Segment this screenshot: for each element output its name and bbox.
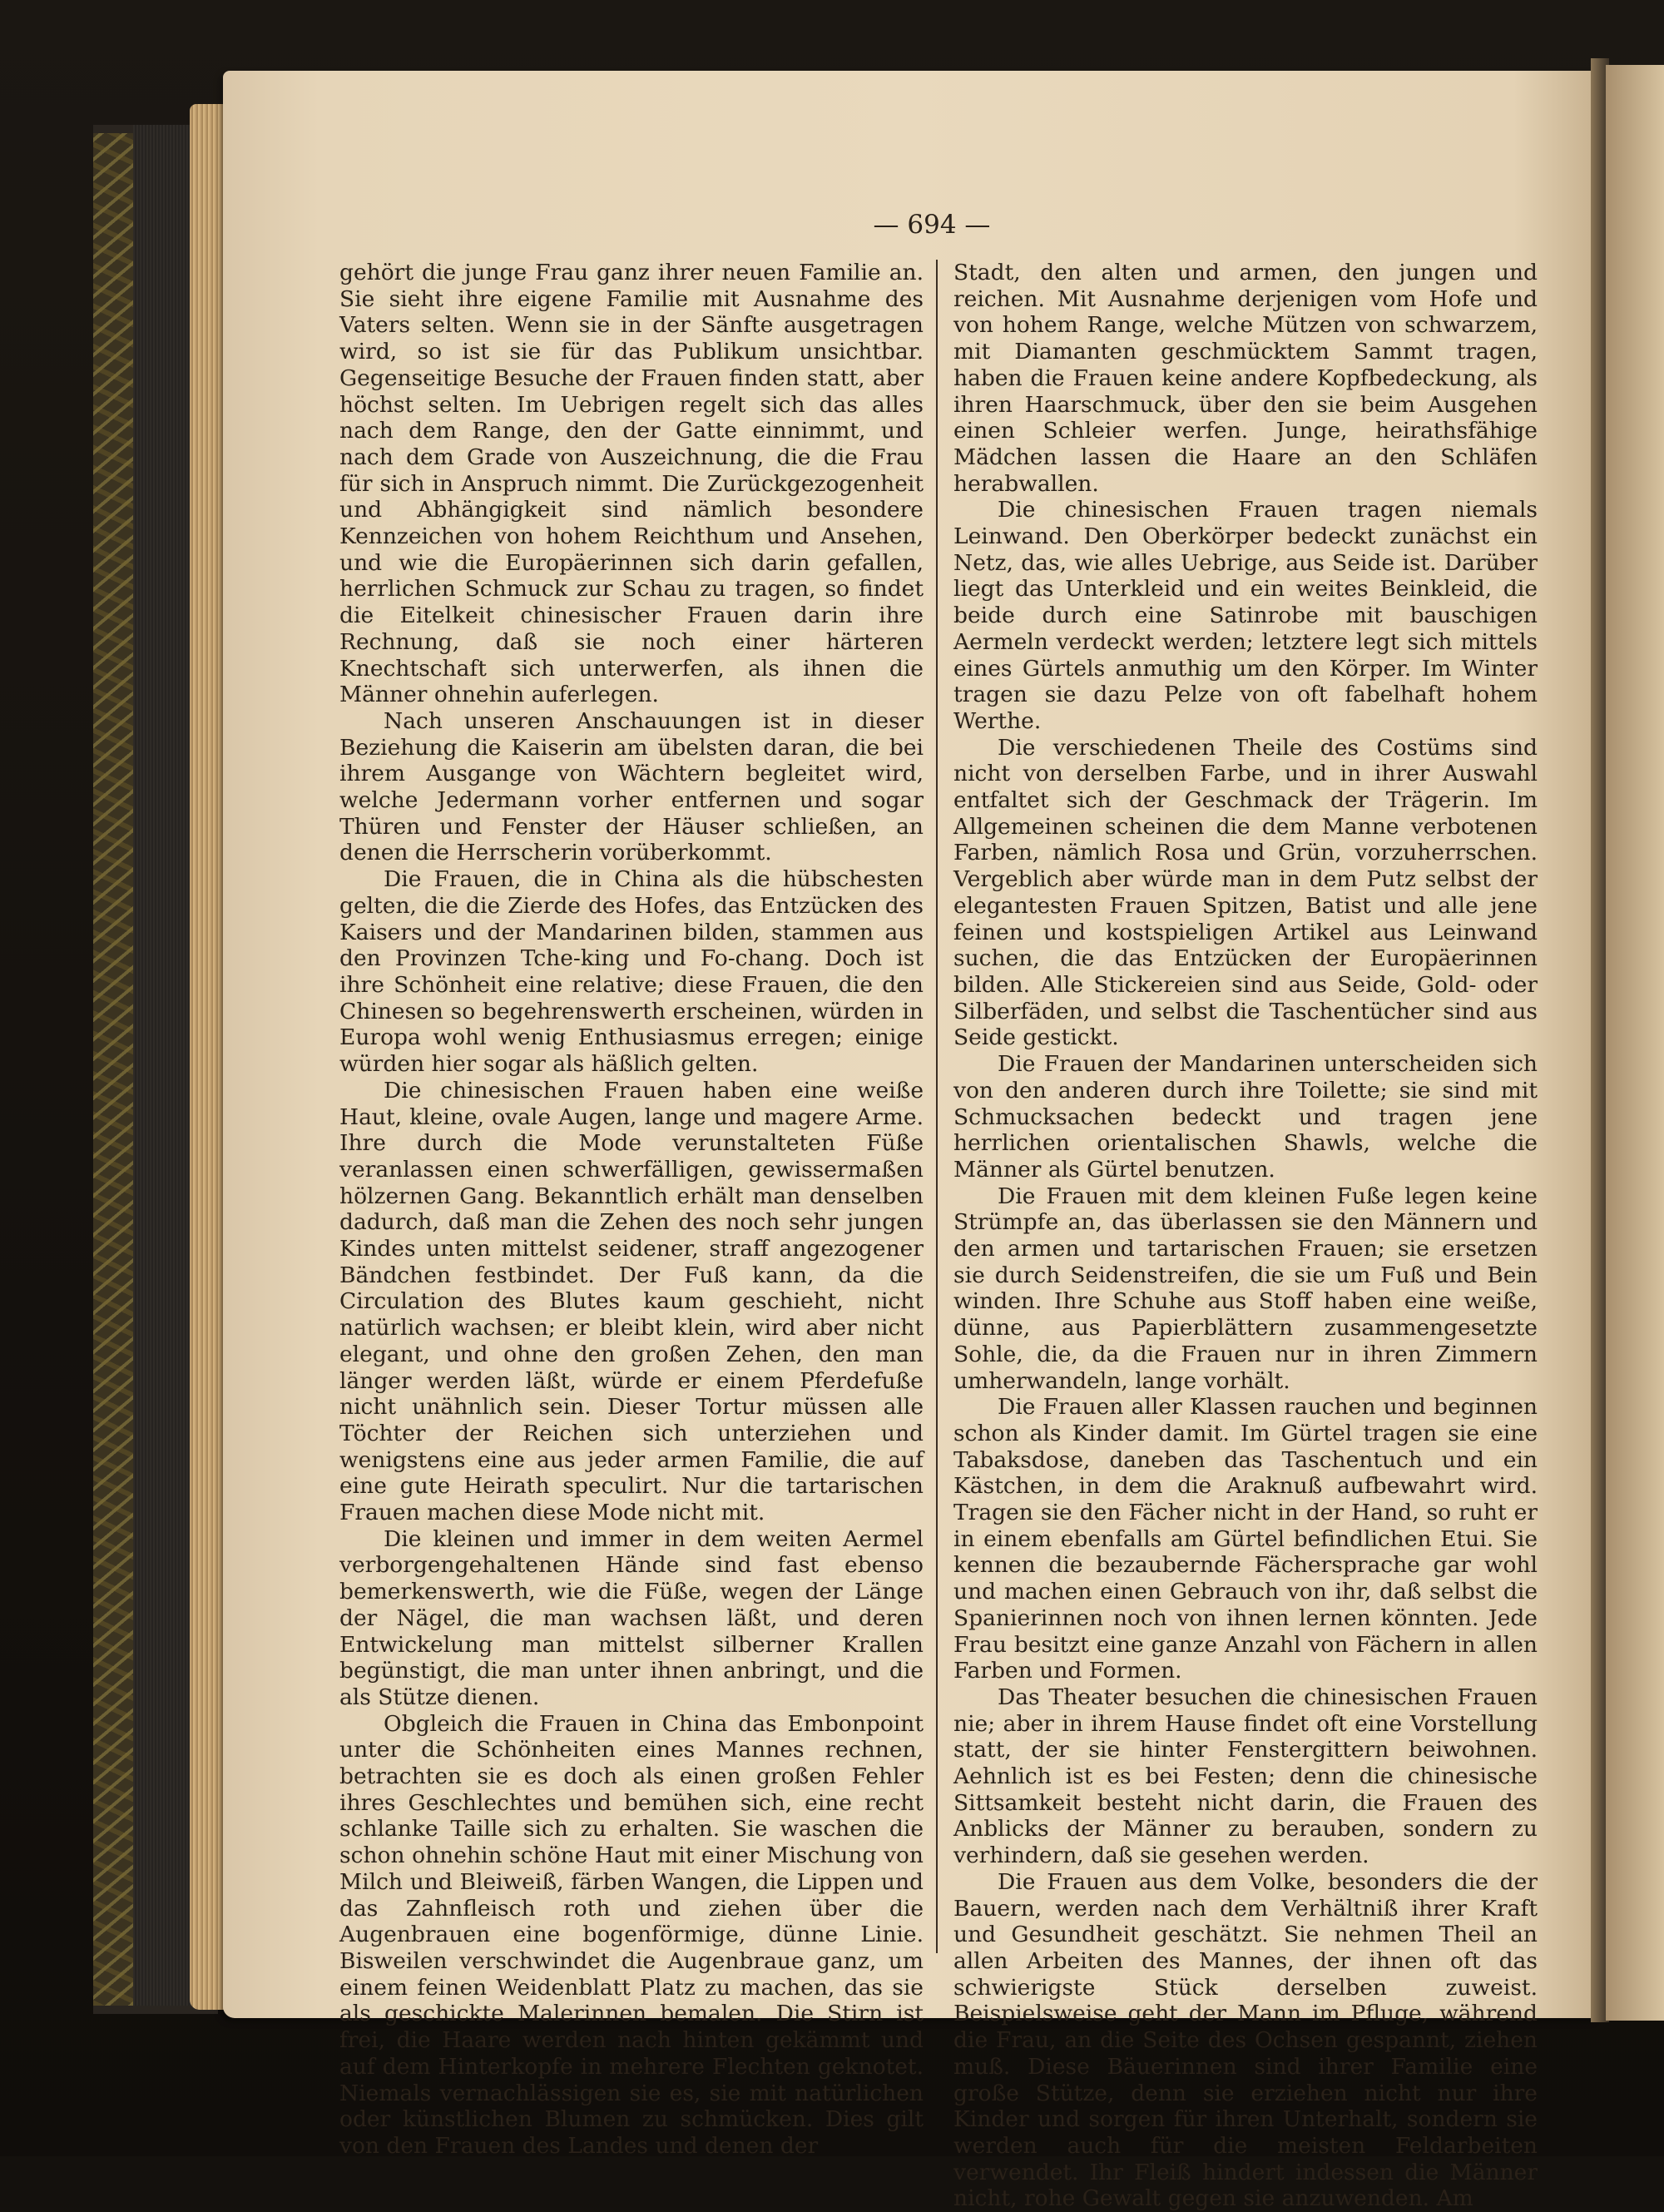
paragraph: Die verschiedenen Theile des Costüms sind nicht von derselben Farbe, und in ihrer Auswahl entfaltet sich der Geschmack der Trägerin. Im Allgemeinen scheinen die dem Manne verbotenen Farben, nämlich Rosa und Grün, vorzuherrschen. Vergeblich aber würde man in dem Putz selbst der elegantesten Frauen Spitzen, Batist und alle jene feinen und kostspieligen Artikel aus Leinwand suchen, die das Entzücken der Europäerinnen bilden. Alle Stickereien sind aus Seide, Gold- oder Silberfäden, und selbst die Taschentücher sind aus Seide gestickt. [953, 734, 1538, 1051]
right-text-column [953, 260, 1538, 2212]
paragraph: Die chinesischen Frauen haben eine weiße Haut, kleine, ovale Augen, lange und magere Arme. Ihre durch die Mode verunstalteten Füße veranlassen einen schwerfälligen, gewissermaßen hölzernen Gang. Bekanntlich erhält man denselben dadurch, daß man die Zehen des noch sehr jungen Kindes unten mittelst seidener, straff angezogener Bändchen festbindet. Der Fuß kann, da die Circulation des Blutes kaum geschieht, nicht natürlich wachsen; er bleibt klein, wird aber nicht elegant, und ohne den großen Zehen, den man länger werden läßt, würde er einem Pferdefuße nicht unähnlich sein. Dieser Tortur müssen alle Töchter der Reichen sich unterziehen und wenigstens eine aus jeder armen Familie, die auf eine gute Heirath speculirt. Nur die tartarischen Frauen machen diese Mode nicht mit. [339, 1077, 924, 1526]
paragraph: Die Frauen mit dem kleinen Fuße legen keine Strümpfe an, das überlassen sie den Männern und den armen und tartarischen Frauen; sie ersetzen sie durch Seidenstreifen, die sie um Fuß und Bein winden. Ihre Schuhe aus Stoff haben eine weiße, dünne, aus Papierblättern zusammengesetzte Sohle, die, da die Frauen nur in ihren Zimmern umherwandeln, lange vorhält. [953, 1183, 1538, 1394]
paragraph: Die Frauen aus dem Volke, besonders die der Bauern, werden nach dem Verhältniß ihrer Kraft und Gesundheit geschätzt. Sie nehmen Theil an allen Arbeiten des Mannes, der ihnen oft das schwierigste Stück derselben zuweist. Beispielsweise geht der Mann im Pfluge, während die Frau, an die Seite des Ochsen gespannt, ziehen muß. Diese Bäuerinnen sind ihrer Familie eine große Stütze, denn sie erziehen nicht nur ihre Kinder und sorgen für ihren Unterhalt, sondern sie werden auch für die meisten Feldarbeiten verwendet. Ihr Fleiß hindert indessen die Männer nicht, rohe Gewalt gegen sie anzuwenden. Am [953, 1868, 1538, 2212]
paragraph: Die chinesischen Frauen tragen niemals Leinwand. Den Oberkörper bedeckt zunächst ein Netz, das, wie alles Uebrige, aus Seide ist. Darüber liegt das Unterkleid und ein weites Beinkleid, die beide durch eine Satinrobe mit bauschigen Aermeln verdeckt werden; letztere legt sich mittels eines Gürtels anmuthig um den Körper. Im Winter tragen sie dazu Pelze von oft fabelhaft hohem Werthe. [953, 497, 1538, 734]
paragraph: Die Frauen der Mandarinen unterscheiden sich von den anderen durch ihre Toilette; sie sind mit Schmucksachen bedeckt und tragen jene herrlichen orientalischen Shawls, welche die Männer als Gürtel benutzen. [953, 1051, 1538, 1183]
column-divider [936, 260, 938, 1953]
facing-page-edge [1606, 65, 1664, 2021]
left-text-column [339, 260, 924, 2159]
cloth-spine [133, 125, 191, 2006]
paragraph: gehört die junge Frau ganz ihrer neuen Familie an. Sie sieht ihre eigene Familie mit Ausnahme des Vaters selten. Wenn sie in der Sänfte ausgetragen wird, so ist sie für das Publikum unsichtbar. Gegenseitige Besuche der Frauen finden statt, aber höchst selten. Im Uebrigen regelt sich das alles nach dem Range, den der Gatte einnimmt, und nach dem Grade von Auszeichnung, die die Frau für sich in Anspruch nimmt. Die Zurückgezogenheit und Abhängigkeit sind nämlich besondere Kennzeichen von hohem Reichthum und Ansehen, und wie die Europäerinnen sich darin gefallen, herrlichen Schmuck zur Schau zu tragen, so findet die Eitelkeit chinesischer Frauen darin ihre Rechnung, daß sie noch einer härteren Knechtschaft sich unterwerfen, als ihnen die Männer ohnehin auferlegen. [339, 260, 924, 708]
paragraph: Stadt, den alten und armen, den jungen und reichen. Mit Ausnahme derjenigen vom Hofe und von hohem Range, welche Mützen von schwarzem, mit Diamanten geschmücktem Sammt tragen, haben die Frauen keine andere Kopfbedeckung, als ihren Haarschmuck, über den sie beim Ausgehen einen Schleier werfen. Junge, heirathsfähige Mädchen lassen die Haare an den Schläfen herabwallen. [953, 260, 1538, 497]
paragraph: Die Frauen aller Klassen rauchen und beginnen schon als Kinder damit. Im Gürtel tragen sie eine Tabaksdose, daneben das Taschentuch und ein Kästchen, in dem die Araknuß aufbewahrt wird. Tragen sie den Fächer nicht in der Hand, so ruht er in einem ebenfalls am Gürtel befindlichen Etui. Sie kennen die bezaubernde Fächersprache gar wohl und machen einen Gebrauch von ihr, daß selbst die Spanierinnen noch von ihnen lernen könnten. Jede Frau besitzt eine ganze Anzahl von Fächern in allen Farben und Formen. [953, 1394, 1538, 1684]
page-number: — 694 — [873, 210, 991, 240]
paragraph: Obgleich die Frauen in China das Embonpoint unter die Schönheiten eines Mannes rechnen, betrachten sie es doch als einen großen Fehler ihres Geschlechtes und bemühen sich, eine recht schlanke Taille sich zu erhalten. Sie waschen die schon ohnehin schöne Haut mit einer Mischung von Milch und Bleiweiß, färben Wangen, die Lippen und das Zahnfleisch roth und ziehen über die Augenbrauen eine bogenförmige, dünne Linie. Bisweilen verschwindet die Augenbraue ganz, um einem feinen Weidenblatt Platz zu machen, das sie als geschickte Malerinnen bemalen. Die Stirn ist frei, die Haare werden nach hinten gekämmt und auf dem Hinterkopfe in mehrere Flechten geknotet. Niemals vernachlässigen sie es, sie mit natürlichen oder künstlichen Blumen zu schmücken. Dies gilt von den Frauen des Landes und denen der [339, 1710, 924, 2159]
marbled-cover-edge [93, 133, 133, 2006]
paragraph: Das Theater besuchen die chinesischen Frauen nie; aber in ihrem Hause findet oft eine Vorstellung statt, der sie hinter Fenstergittern beiwohnen. Aehnlich ist es bei Festen; denn die chinesische Sittsamkeit besteht nicht darin, die Frauen des Anblicks der Männer zu berauben, sondern zu verhindern, daß sie gesehen werden. [953, 1684, 1538, 1869]
paragraph: Die kleinen und immer in dem weiten Aermel verborgengehaltenen Hände sind fast ebenso bemerkenswerth, wie die Füße, wegen der Länge der Nägel, die man wachsen läßt, und deren Entwickelung man mittelst silberner Krallen begünstigt, die man unter ihnen anbringt, und die als Stütze dienen. [339, 1525, 924, 1710]
paragraph: Nach unseren Anschauungen ist in dieser Beziehung die Kaiserin am übelsten daran, die bei ihrem Ausgange von Wächtern begleitet wird, welche Jedermann vorher entfernen und sogar Thüren und Fenster der Häuser schließen, an denen die Herrscherin vorüberkommt. [339, 707, 924, 866]
paragraph: Die Frauen, die in China als die hübschesten gelten, die die Zierde des Hofes, das Entzücken des Kaisers und der Mandarinen bilden, stammen aus den Provinzen Tche-king und Fo-chang. Doch ist ihre Schönheit eine relative; diese Frauen, die den Chinesen so begehrenswerth erscheinen, würden in Europa wohl wenig Enthusiasmus erregen; einige würden hier sogar als häßlich gelten. [339, 866, 924, 1078]
